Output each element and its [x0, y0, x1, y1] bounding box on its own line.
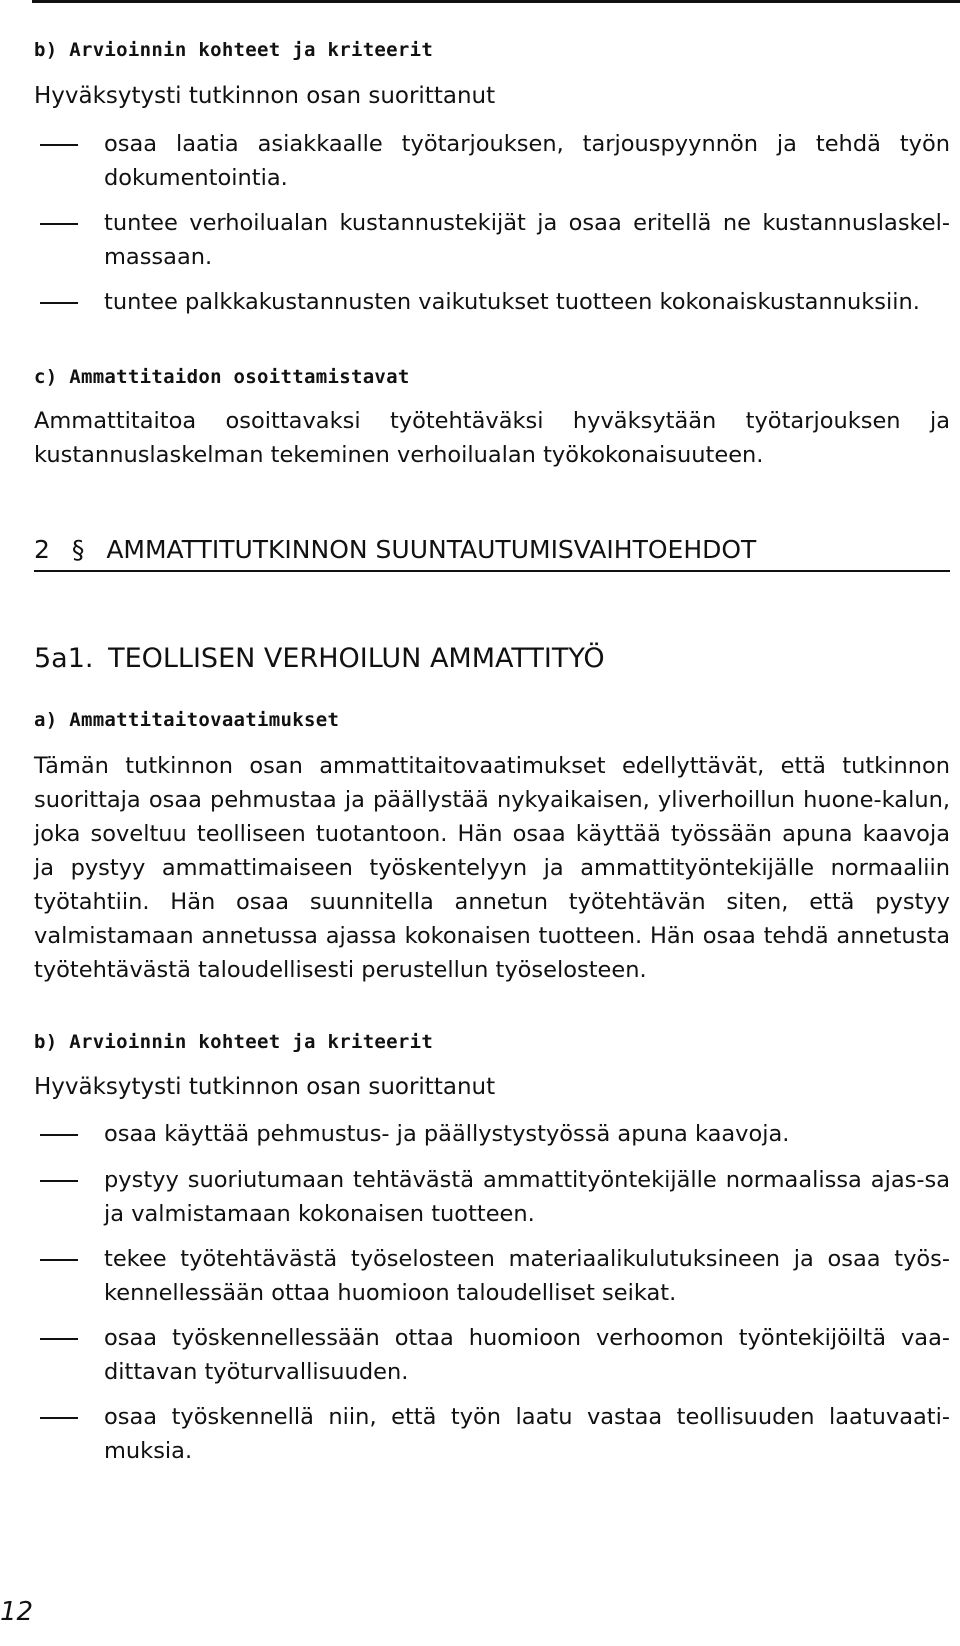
section-b-intro: Hyväksytysti tutkinnon osan suorittanut: [34, 83, 496, 109]
module-name: TEOLLISEN VERHOILUN AMMATTITYÖ: [108, 643, 605, 674]
section-a-body: Tämän tutkinnon osan ammattitaitovaatimukset edellyttävät, että tutkinnon suorittaja osaa pehmustaa ja päällystää nykyaikaisen, yliverhoillun huone-kalun, joka soveltuu teolliseen tuotantoon. Hän osaa käyttää työssään apuna kaavoja ja pystyy ammattimaiseen työskentelyyn ja ammattityöntekijälle normaaliin työtahtiin. Hän osaa suunnitella annetun työtehtävän siten, että pystyy valmistamaan annetussa ajassa kokonaisen tuotteen. Hän osaa tehdä annetusta työtehtävästä taloudellisesti perustellun työselosteen.: [34, 753, 950, 983]
list-item: pystyy suoriutumaan tehtävästä ammattityöntekijälle normaalissa ajas-sa ja valmistamaan kokonaisen tuotteen.: [104, 1167, 950, 1227]
section-c-body: Ammattitaitoa osoittavaksi työtehtäväksi hyväksytään työtarjouksen ja kustannuslaskelman tekeminen verhoilualan työkokonaisuuteen.: [34, 408, 950, 468]
section-sign: §: [71, 535, 85, 564]
list-item: tuntee verhoilualan kustannustekijät ja osaa eritellä ne kustannuslaskel-massaan.: [104, 210, 950, 270]
section-b-heading: b) Arvioinnin kohteet ja kriteerit: [34, 39, 434, 61]
list-item: osaa työskennellä niin, että työn laatu vastaa teollisuuden laatuvaati-muksia.: [104, 1404, 950, 1464]
page-number: 12: [0, 1597, 34, 1627]
chapter-title: AMMATTITUTKINNON SUUNTAUTUMISVAIHTOEHDOT: [106, 535, 757, 564]
section-b-heading: b) Arvioinnin kohteet ja kriteerit: [34, 1031, 434, 1053]
module-code: 5a1.: [34, 643, 94, 674]
section-b-criteria-list: [34, 127, 950, 319]
section-b-criteria-list: [34, 1117, 950, 1468]
section-a-heading: a) Ammattitaitovaatimukset: [34, 709, 340, 731]
chapter-heading: [34, 533, 756, 567]
list-item: osaa laatia asiakkaalle työtarjouksen, tarjouspyynnön ja tehdä työn dokumentointia.: [104, 131, 950, 191]
list-item: tekee työtehtävästä työselosteen materiaalikulutuksineen ja osaa työs-kennellessään ottaa huomioon taloudelliset seikat.: [104, 1246, 950, 1306]
chapter-number: 2: [34, 535, 50, 564]
section-c-heading: c) Ammattitaidon osoittamistavat: [34, 366, 410, 388]
chapter-rule: [34, 570, 950, 572]
section-b-intro: Hyväksytysti tutkinnon osan suorittanut: [34, 1074, 496, 1100]
list-item: osaa työskennellessään ottaa huomioon verhoomon työntekijöiltä vaa-dittavan työturvallisuuden.: [104, 1325, 950, 1385]
list-item: tuntee palkkakustannusten vaikutukset tuotteen kokonaiskustannuksiin.: [104, 289, 920, 315]
module-title: [34, 641, 605, 677]
list-item: osaa käyttää pehmustus- ja päällystystyössä apuna kaavoja.: [104, 1121, 790, 1147]
top-rule: [32, 0, 960, 3]
